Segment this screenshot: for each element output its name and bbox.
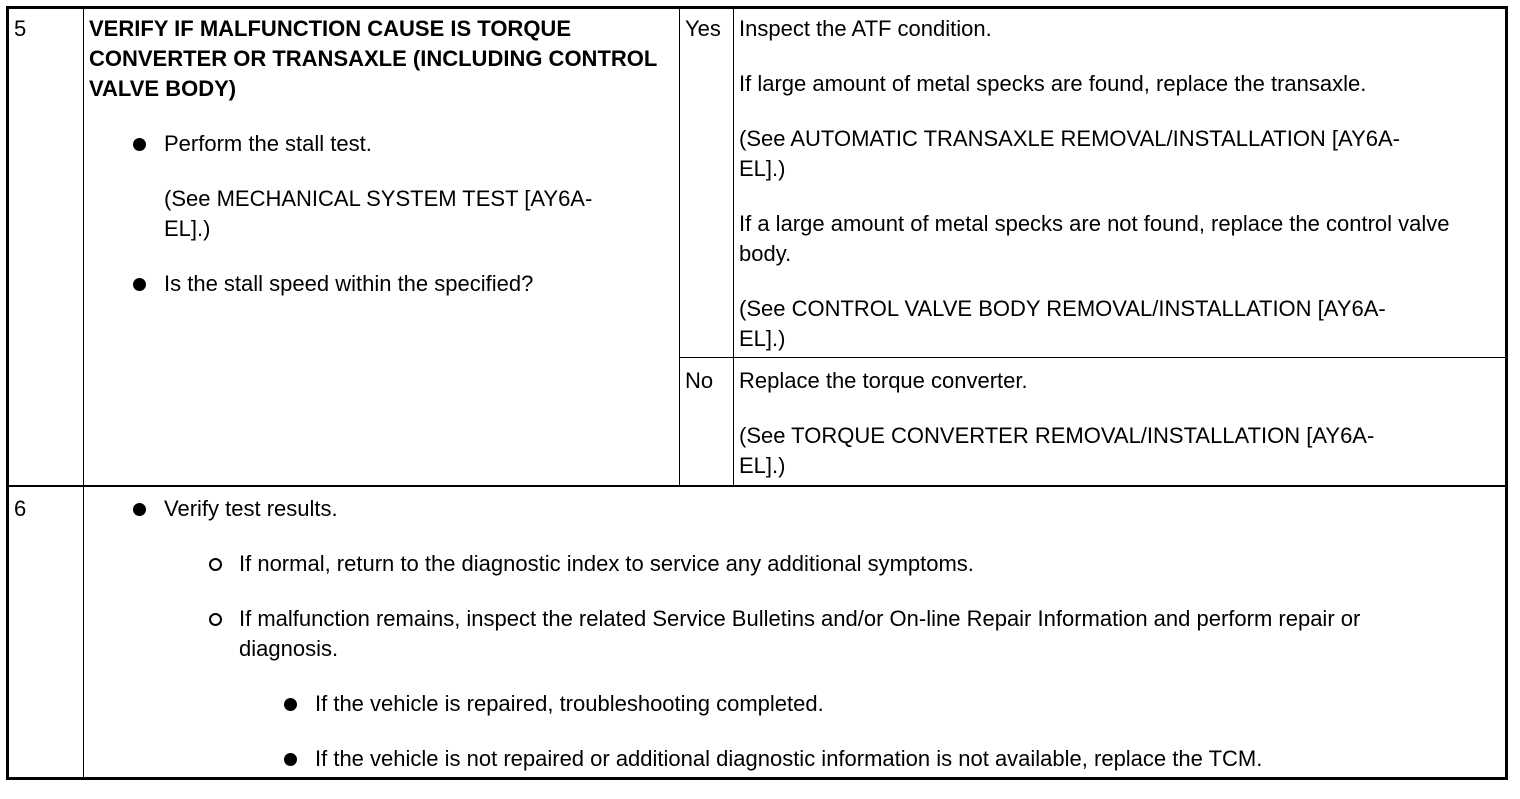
bullet-circle-icon: [209, 558, 222, 571]
bullet-text: Is the stall speed within the specified?: [164, 271, 534, 296]
step-5-heading: VERIFY IF MALFUNCTION CAUSE IS TORQUE CONVERTER OR TRANSAXLE (INCLUDING CONTROL VALVE BODY): [89, 16, 657, 101]
bullet-dot-icon: [284, 753, 297, 766]
bullet-circle-icon: [209, 613, 222, 626]
diagnostic-table: [6, 6, 1508, 780]
action-yes-reference: (See AUTOMATIC TRANSAXLE REMOVAL/INSTALLATION [AY6A-EL].): [739, 126, 1400, 181]
bullet-dot-icon: [133, 138, 146, 151]
action-yes-reference: (See CONTROL VALVE BODY REMOVAL/INSTALLATION [AY6A-EL].): [739, 296, 1386, 351]
action-yes-line: Inspect the ATF condition.: [739, 16, 992, 41]
column-divider-step: [83, 9, 84, 777]
step-5-inspection-cell: [89, 14, 669, 324]
result-label-no: No: [685, 368, 714, 393]
step-6-sub-item-malfunction: [89, 604, 1429, 664]
step-6-sub-sub-item-not-repaired: [89, 744, 1489, 774]
sub-sub-item-text: If the vehicle is repaired, troubleshooting completed.: [315, 691, 824, 716]
step-5-bullet-stall-test: [89, 129, 669, 159]
bullet-text: Verify test results.: [164, 496, 338, 521]
action-yes-line: If large amount of metal specks are found, replace the transaxle.: [739, 71, 1367, 96]
action-no-line: Replace the torque converter.: [739, 368, 1028, 393]
bullet-dot-icon: [133, 278, 146, 291]
step-6-sub-sub-item-repaired: [89, 689, 1489, 719]
step-5-bullet-stall-speed: [89, 269, 669, 299]
sub-sub-item-text: If the vehicle is not repaired or additional diagnostic information is not available, replace the TCM.: [315, 746, 1263, 771]
action-yes-cell: [739, 14, 1499, 379]
sub-item-text: If malfunction remains, inspect the related Service Bulletins and/or On-line Repair Information and perform repair or diagnosis.: [239, 606, 1361, 661]
step-6-bullet-verify: [89, 494, 1489, 524]
action-no-cell: [739, 366, 1499, 506]
step-number-5: 5: [14, 16, 27, 41]
bullet-dot-icon: [133, 503, 146, 516]
column-divider-result: [733, 9, 734, 486]
result-label-yes: Yes: [685, 16, 721, 41]
step-5-reference-mechanical-test: (See MECHANICAL SYSTEM TEST [AY6A-EL].): [164, 186, 593, 241]
action-no-reference: (See TORQUE CONVERTER REMOVAL/INSTALLATION [AY6A-EL].): [739, 423, 1375, 478]
sub-item-text: If normal, return to the diagnostic index to service any additional symptoms.: [239, 551, 974, 576]
bullet-dot-icon: [284, 698, 297, 711]
action-yes-line: If a large amount of metal specks are not found, replace the control valve body.: [739, 211, 1450, 266]
step-number-6: 6: [14, 496, 27, 521]
bullet-text: Perform the stall test.: [164, 131, 372, 156]
column-divider-action: [679, 9, 680, 486]
step-6-cell: [89, 494, 1489, 799]
step-6-sub-item-normal: [89, 549, 1489, 579]
